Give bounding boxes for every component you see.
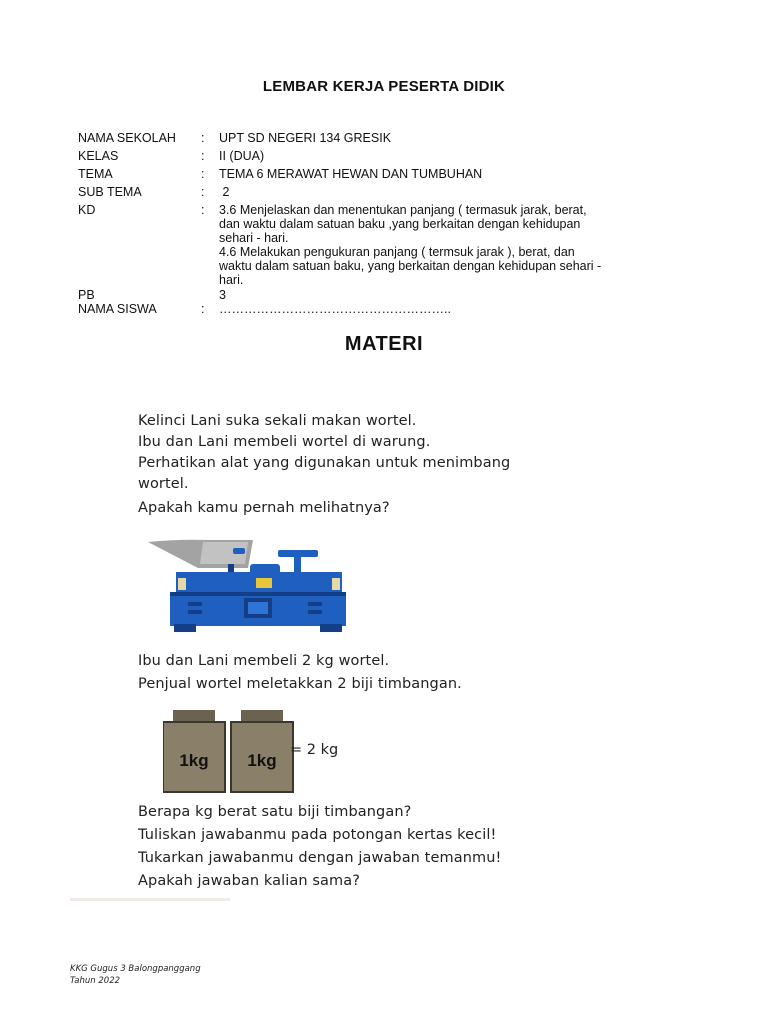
scale-foot-right — [320, 624, 342, 632]
info-row-subtheme — [78, 185, 658, 199]
info-colon: : — [201, 167, 205, 181]
info-colon: : — [201, 185, 205, 199]
info-label: KD — [78, 203, 96, 217]
scale-slot — [188, 602, 202, 606]
story-line: Berapa kg berat satu biji timbangan? — [138, 804, 412, 820]
info-colon — [201, 288, 219, 302]
page-title: LEMBAR KERJA PESERTA DIDIK — [262, 78, 506, 95]
scale-center-knob — [250, 564, 280, 578]
info-colon: : — [201, 149, 205, 163]
scale-plate-right-stem — [294, 556, 301, 572]
scale-side-plate-left — [178, 578, 186, 590]
story-line: Apakah kamu pernah melihatnya? — [138, 500, 390, 516]
story-line: Ibu dan Lani membeli 2 kg wortel. — [138, 653, 390, 669]
weight-top — [241, 710, 283, 722]
info-colon: : — [201, 302, 205, 316]
info-row-school — [78, 131, 658, 145]
footer-line: Tahun 2022 — [70, 976, 121, 986]
kg-weight-icon — [163, 710, 225, 792]
scale-center-panel-inner — [248, 602, 268, 614]
page-footer — [70, 963, 201, 987]
weight-top — [173, 710, 215, 722]
info-value: 3 — [219, 288, 226, 302]
balance-scale-icon — [148, 534, 353, 634]
weight-equation: = 2 kg — [290, 742, 339, 758]
story-line: Apakah jawaban kalian sama? — [138, 873, 360, 889]
story-paragraph-questions — [138, 802, 501, 892]
scale-plate-right-left-handle — [233, 548, 245, 554]
story-line: Penjual wortel meletakkan 2 biji timbangan. — [138, 676, 462, 692]
scale-base-edge — [170, 592, 346, 596]
section-heading-materi: MATERI — [344, 333, 424, 355]
info-colon: : — [201, 203, 205, 217]
scale-side-plate-right — [332, 578, 340, 590]
scale-slot — [308, 602, 322, 606]
scale-slot — [188, 610, 202, 614]
scale-indicator — [256, 578, 272, 588]
story-paragraph-purchase — [138, 651, 462, 695]
weights-illustration — [163, 710, 403, 796]
weight-label: 1kg — [247, 751, 277, 770]
info-row-kd — [78, 203, 658, 287]
info-row-theme — [78, 167, 658, 181]
footer-line: KKG Gugus 3 Balongpanggang — [70, 964, 201, 974]
info-colon: : — [201, 131, 205, 145]
story-line: wortel. — [138, 476, 189, 492]
story-line: Ibu dan Lani membeli wortel di warung. — [138, 434, 431, 450]
story-line: Tuliskan jawabanmu pada potongan kertas kecil! — [138, 827, 497, 843]
scale-plate-right — [278, 550, 318, 557]
info-row-class — [78, 149, 658, 163]
scale-foot-left — [174, 624, 196, 632]
info-value: UPT SD NEGERI 134 GRESIK — [219, 131, 392, 145]
info-row-pb — [78, 288, 658, 302]
info-row-student-name — [78, 302, 658, 316]
info-label: TEMA — [78, 167, 113, 181]
info-value: TEMA 6 MERAWAT HEWAN DAN TUMBUHAN — [219, 167, 483, 181]
kg-weight-icon — [231, 710, 293, 792]
info-label: PB — [78, 288, 95, 302]
info-value: 3.6 Menjelaskan dan menentukan panjang ( termasuk jarak, berat, dan waktu dalam satuan baku ,yang berkaitan dengan kehidupan sehari - hari. 4.6 Melakukan pengukuran panjang ( termsuk jarak ), berat, dan waktu dalam satuan baku, yang berkaitan dengan kehidupan sehari - hari. — [219, 203, 602, 287]
info-label: SUB TEMA — [78, 185, 142, 199]
story-line: Tukarkan jawabanmu dengan jawaban temanmu! — [138, 850, 502, 866]
image-crop-edge — [70, 898, 230, 901]
info-label: NAMA SEKOLAH — [78, 131, 176, 145]
weight-label: 1kg — [179, 751, 209, 770]
scale-slot — [308, 610, 322, 614]
info-value: ……………………………………………….. — [219, 302, 451, 316]
info-label: NAMA SISWA — [78, 302, 157, 316]
info-value: 2 — [219, 185, 230, 199]
student-info-table — [78, 131, 658, 320]
story-line: Perhatikan alat yang digunakan untuk menimbang — [138, 455, 511, 471]
info-value: II (DUA) — [219, 149, 265, 163]
story-line: Kelinci Lani suka sekali makan wortel. — [138, 413, 417, 429]
info-label: KELAS — [78, 149, 119, 163]
story-paragraph-intro — [138, 411, 510, 519]
